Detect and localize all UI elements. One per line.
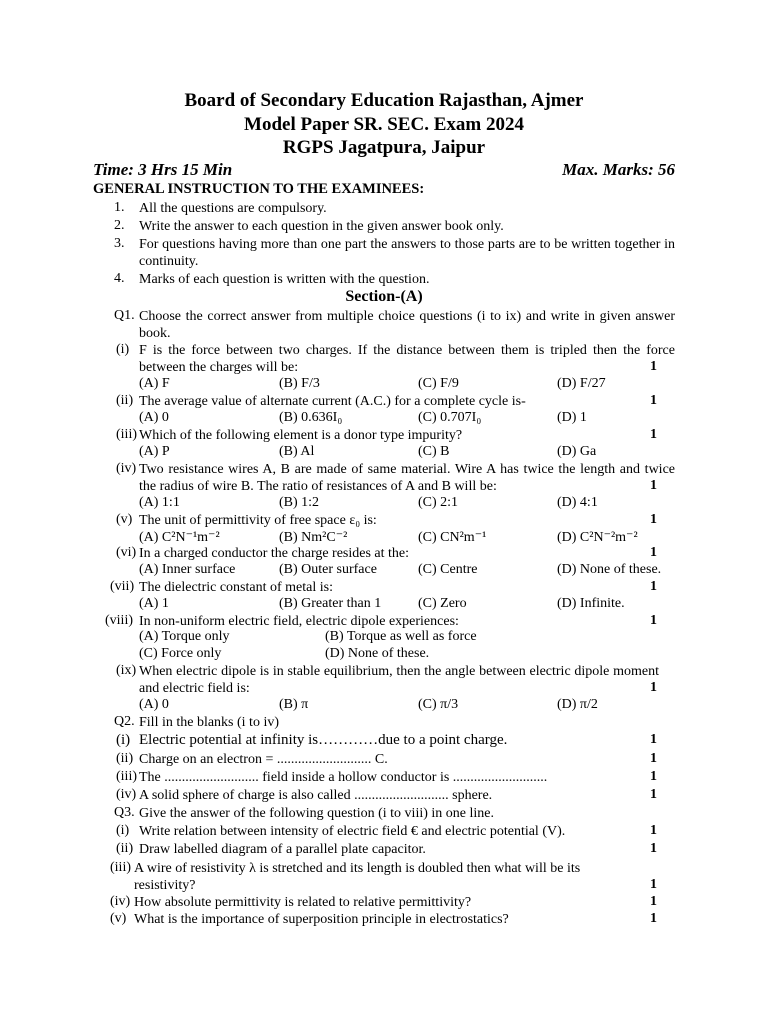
sub-question-number: (ix) (116, 663, 137, 678)
option-d: (D) C²N⁻²m⁻² (557, 530, 638, 545)
question-mark: 1 (650, 732, 657, 747)
option-d: (D) F/27 (557, 376, 606, 391)
option-a: (A) 1 (139, 596, 169, 611)
option-b: (B) 0.636I₀ (279, 410, 343, 425)
sub-question-number: (v) (116, 512, 133, 527)
sub-question-text-continued: resistivity? (134, 878, 196, 893)
instruction-number: 1. (114, 200, 125, 215)
sub-question-number: (iv) (116, 787, 137, 802)
option-b: (B) Outer surface (279, 562, 377, 577)
sub-question-text: In non-uniform electric field, electric dipole experiences: (139, 614, 459, 629)
sub-question-number: (viii) (105, 613, 133, 628)
sub-question-number: (vi) (116, 545, 137, 560)
question-mark: 1 (650, 427, 657, 442)
option-a: (A) F (139, 376, 170, 391)
option-c: (C) 2:1 (418, 495, 459, 510)
general-instructions-heading: GENERAL INSTRUCTION TO THE EXAMINEES: (93, 181, 425, 197)
sub-question-text: Write relation between intensity of electric field € and electric potential (V). (139, 824, 566, 839)
instruction-text: Marks of each question is written with the question. (139, 272, 430, 287)
sub-question-text: Which of the following element is a donor type impurity? (139, 428, 463, 443)
option-a: (A) Inner surface (139, 562, 236, 577)
sub-question-text: A wire of resistivity λ is stretched and its length is doubled then what will be its (134, 861, 581, 876)
sub-question-number: (iv) (110, 894, 131, 909)
option-a: (A) 1:1 (139, 495, 180, 510)
option-b: (B) Nm²C⁻² (279, 530, 348, 545)
sub-question-text: Charge on an electron = ........................... C. (139, 752, 388, 767)
question-number: Q1. (114, 308, 135, 323)
option-c: (C) Zero (418, 596, 467, 611)
sub-question-text: How absolute permittivity is related to relative permittivity? (134, 895, 472, 910)
question-mark: 1 (650, 769, 657, 784)
sub-question-text: In a charged conductor the charge resides at the: (139, 546, 410, 561)
question-mark: 1 (650, 823, 657, 838)
question-text: Choose the correct answer from multiple choice questions (i to ix) and write in given answer book. (139, 309, 675, 341)
option-b: (B) 1:2 (279, 495, 320, 510)
question-number: Q3. (114, 805, 135, 820)
option-c: (C) 0.707I₀ (418, 410, 482, 425)
option-b: (B) π (279, 697, 309, 712)
question-mark: 1 (650, 613, 657, 628)
time-allowed: Time: 3 Hrs 15 Min (93, 160, 233, 179)
option-c: (C) Centre (418, 562, 478, 577)
option-c: (C) Force only (139, 646, 222, 661)
sub-question-text: The dielectric constant of metal is: (139, 580, 333, 595)
option-c: (C) CN²m⁻¹ (418, 530, 487, 545)
sub-question-number: (i) (116, 823, 130, 838)
option-b: (B) Al (279, 444, 315, 459)
exam-title: Model Paper SR. SEC. Exam 2024 (244, 114, 524, 135)
question-mark: 1 (650, 877, 657, 892)
option-d: (D) None of these. (557, 562, 662, 577)
sub-question-text: The unit of permittivity of free space ε₀ is: (139, 513, 377, 528)
sub-question-number: (ii) (116, 841, 134, 856)
option-a: (A) 0 (139, 410, 169, 425)
instruction-number: 4. (114, 271, 125, 286)
question-mark: 1 (650, 841, 657, 856)
sub-question-number: (iv) (116, 461, 137, 476)
option-d: (D) Ga (557, 444, 597, 459)
instruction-text: Write the answer to each question in the given answer book only. (139, 219, 504, 234)
instruction-text: For questions having more than one part the answers to those parts are to be written together in continuity. (139, 237, 675, 269)
question-mark: 1 (650, 512, 657, 527)
option-d: (D) None of these. (325, 646, 430, 661)
instruction-text: All the questions are compulsory. (139, 201, 327, 216)
question-number: Q2. (114, 714, 135, 729)
sub-question-number: (iii) (110, 860, 131, 875)
sub-question-text: F is the force between two charges. If the distance between them is tripled then the force between the charges will be: (139, 343, 675, 375)
question-mark: 1 (650, 911, 657, 926)
option-b: (B) Greater than 1 (279, 596, 382, 611)
option-d: (D) π/2 (557, 697, 598, 712)
sub-question-number: (ii) (116, 751, 134, 766)
instruction-number: 3. (114, 236, 125, 251)
sub-question-number: (vii) (110, 579, 135, 594)
option-c: (C) B (418, 444, 450, 459)
question-text: Fill in the blanks (i to iv) (139, 715, 279, 730)
sub-question-text: Electric potential at infinity is…………due to a point charge. (139, 732, 508, 748)
option-b: (B) Torque as well as force (325, 629, 477, 644)
sub-question-text: The ........................... field inside a hollow conductor is ........................... (139, 770, 548, 785)
sub-question-text: A solid sphere of charge is also called ........................... sphere. (139, 788, 493, 803)
sub-question-text: Two resistance wires A, B are made of same material. Wire A has twice the length and twice the radius of wire B. The ratio of resistances of A and B will be: (139, 462, 675, 494)
question-mark: 1 (650, 478, 657, 493)
option-c: (C) π/3 (418, 697, 459, 712)
option-c: (C) F/9 (418, 376, 459, 391)
section-heading: Section-(A) (345, 288, 423, 305)
sub-question-number: (i) (116, 732, 131, 748)
sub-question-number: (ii) (116, 393, 134, 408)
question-mark: 1 (650, 680, 657, 695)
option-d: (D) 4:1 (557, 495, 598, 510)
sub-question-text: When electric dipole is in stable equilibrium, then the angle between electric dipole moment and electric field is: (139, 664, 659, 696)
option-d: (D) Infinite. (557, 596, 625, 611)
option-b: (B) F/3 (279, 376, 320, 391)
question-mark: 1 (650, 545, 657, 560)
instruction-number: 2. (114, 218, 125, 233)
board-title: Board of Secondary Education Rajasthan, Ajmer (184, 90, 584, 111)
question-text: Give the answer of the following question (i to viii) in one line. (139, 806, 494, 821)
sub-question-text: Draw labelled diagram of a parallel plate capacitor. (139, 842, 426, 857)
option-d: (D) 1 (557, 410, 587, 425)
question-mark: 1 (650, 359, 657, 374)
option-a: (A) C²N⁻¹m⁻² (139, 530, 220, 545)
question-mark: 1 (650, 894, 657, 909)
school-title: RGPS Jagatpura, Jaipur (282, 137, 486, 158)
option-a: (A) 0 (139, 697, 169, 712)
sub-question-number: (iii) (116, 769, 137, 784)
sub-question-text: The average value of alternate current (A.C.) for a complete cycle is- (139, 394, 526, 409)
sub-question-number: (v) (110, 911, 127, 926)
sub-question-text: What is the importance of superposition principle in electrostatics? (134, 912, 509, 927)
question-mark: 1 (650, 787, 657, 802)
question-mark: 1 (650, 751, 657, 766)
option-a: (A) Torque only (139, 629, 230, 644)
sub-question-number: (i) (116, 342, 130, 357)
question-mark: 1 (650, 579, 657, 594)
option-a: (A) P (139, 444, 170, 459)
question-mark: 1 (650, 393, 657, 408)
max-marks: Max. Marks: 56 (562, 160, 675, 179)
sub-question-number: (iii) (116, 427, 137, 442)
